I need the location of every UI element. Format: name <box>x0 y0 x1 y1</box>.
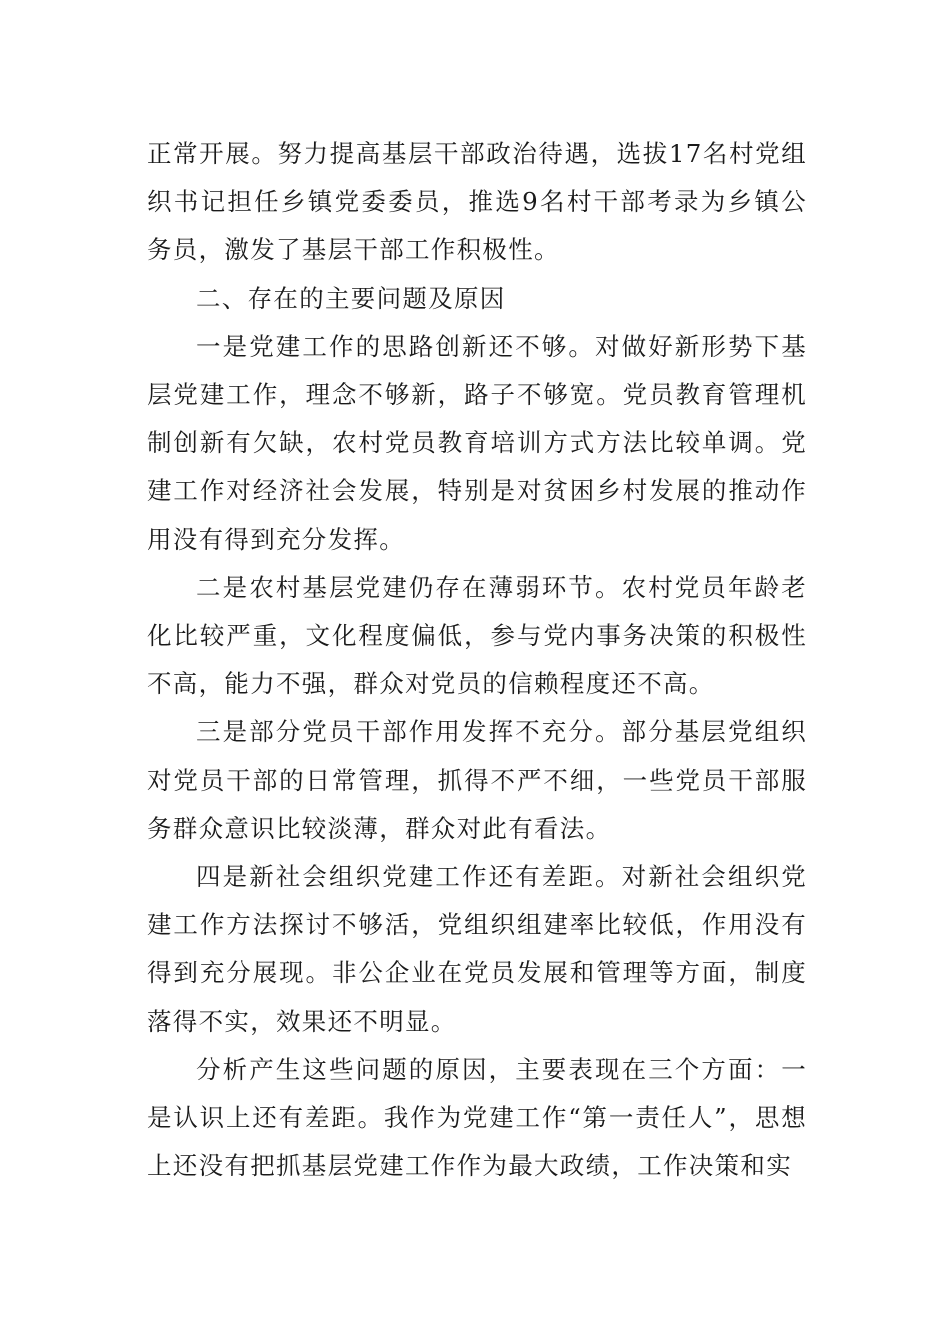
paragraph-issue-2: 二是农村基层党建仍存在薄弱环节。农村党员年龄老化比较严重，文化程度偏低，参与党内事务决策的积极性不高，能力不强，群众对党员的信赖程度还不高。 <box>147 572 807 699</box>
document-body <box>147 130 807 1190</box>
paragraph-issue-4: 四是新社会组织党建工作还有差距。对新社会组织党建工作方法探讨不够活，党组织组建率比较低，作用没有得到充分展现。非公企业在党员发展和管理等方面，制度落得不实，效果还不明显。 <box>147 862 807 1036</box>
paragraph-issue-3: 三是部分党员干部作用发挥不充分。部分基层党组织对党员干部的日常管理，抓得不严不细，一些党员干部服务群众意识比较淡薄，群众对此有看法。 <box>147 717 807 843</box>
paragraph-issue-1: 一是党建工作的思路创新还不够。对做好新形势下基层党建工作，理念不够新，路子不够宽。党员教育管理机制创新有欠缺，农村党员教育培训方式方法比较单调。党建工作对经济社会发展，特别是对贫困乡村发展的推动作用没有得到充分发挥。 <box>147 331 807 554</box>
section-heading: 二、存在的主要问题及原因 <box>196 283 506 313</box>
paragraph-cause-analysis: 分析产生这些问题的原因，主要表现在三个方面：一是认识上还有差距。我作为党建工作“第一责任人”，思想上还没有把抓基层党建工作作为最大政绩，工作决策和实 <box>147 1054 807 1181</box>
paragraph-continuation: 正常开展。努力提高基层干部政治待遇，选拔17名村党组织书记担任乡镇党委委员，推选9名村干部考录为乡镇公务员，激发了基层干部工作积极性。 <box>147 139 807 265</box>
